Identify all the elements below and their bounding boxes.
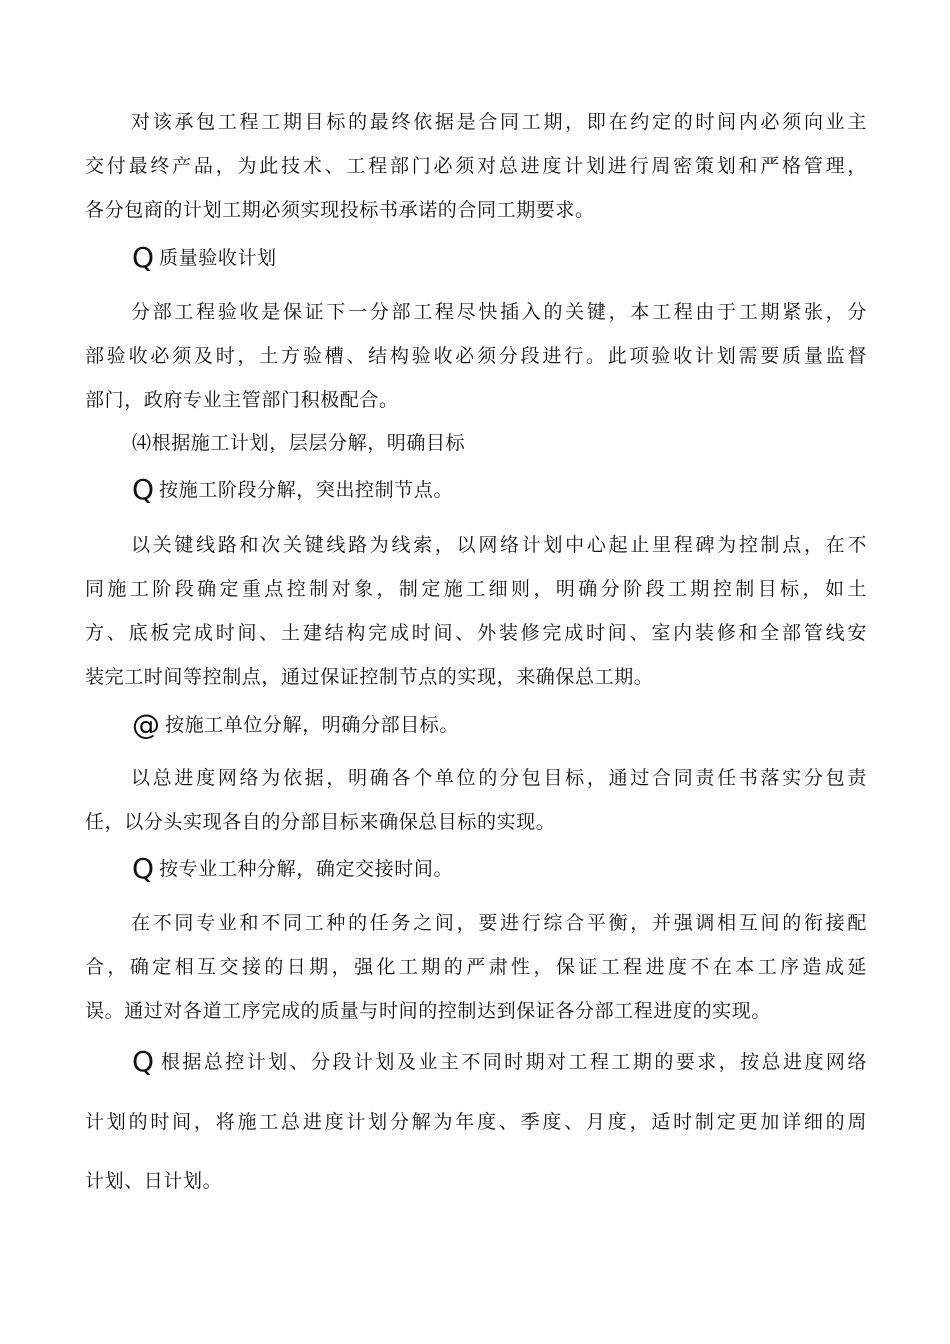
paragraph-5-line-1: 在不同专业和不同工种的任务之间，要进行综合平衡，并强调相互间的衔接配 xyxy=(131,912,867,934)
heading-text: 按专业工种分解，确定交接时间。 xyxy=(159,858,454,880)
paragraph-4-line-1: 以总进度网络为依据，明确各个单位的分包目标，通过合同责任书落实分包责 xyxy=(131,767,867,789)
list-marker: Q xyxy=(132,473,155,506)
heading-text: 质量验收计划 xyxy=(159,247,277,269)
paragraph-5-line-3: 误。通过对各道工序完成的质量与时间的控制达到保证各分部工程进度的实现。 xyxy=(85,1000,772,1022)
heading-text: 按施工阶段分解，突出控制节点。 xyxy=(159,479,454,501)
heading-quality-acceptance xyxy=(132,241,277,274)
paragraph-5-line-2: 合，确定相互交接的日期，强化工期的严肃性，保证工程进度不在本工序造成延 xyxy=(85,956,867,978)
paragraph-6-line-1-text: 根据总控计划、分段计划及业主不同时期对工程工期的要求，按总进度网络 xyxy=(159,1051,867,1073)
list-marker: Q xyxy=(132,241,155,274)
paragraph-3-line-1: 以关键线路和次关键线路为线索，以网络计划中心起止里程碑为控制点，在不 xyxy=(131,534,867,556)
paragraph-2-line-3: 部门，政府专业主管部门积极配合。 xyxy=(85,389,399,411)
paragraph-1-line-1: 对该承包工程工期目标的最终依据是合同工期，即在约定的时间内必须向业主 xyxy=(131,111,867,133)
paragraph-3-line-2: 同施工阶段确定重点控制对象，制定施工细则，明确分阶段工期控制目标，如土 xyxy=(85,578,867,600)
paragraph-1-line-2: 交付最终产品，为此技术、工程部门必须对总进度计划进行周密策划和严格管理， xyxy=(85,155,867,177)
heading-text: 按施工单位分解，明确分部目标。 xyxy=(165,714,460,736)
paragraph-4-line-2: 任，以分头实现各自的分部目标来确保总目标的实现。 xyxy=(85,811,556,833)
heading-by-trade xyxy=(132,852,454,885)
heading-decompose-by-plan: ⑷根据施工计划，层层分解，明确目标 xyxy=(132,432,466,454)
paragraph-6-line-3: 计划、日计划。 xyxy=(85,1170,223,1192)
list-marker: Q xyxy=(132,1045,155,1078)
paragraph-2-line-2: 部验收必须及时，土方验槽、结构验收必须分段进行。此项验收计划需要质量监督 xyxy=(85,345,867,367)
list-marker: @ xyxy=(132,708,160,741)
heading-by-unit xyxy=(132,708,460,741)
paragraph-2-line-1: 分部工程验收是保证下一分部工程尽快插入的关键，本工程由于工期紧张，分 xyxy=(131,301,867,323)
paragraph-1-line-3: 各分包商的计划工期必须实现投标书承诺的合同工期要求。 xyxy=(85,199,595,221)
heading-by-stage xyxy=(132,473,454,506)
list-marker: Q xyxy=(132,852,155,885)
paragraph-3-line-4: 装完工时间等控制点，通过保证控制节点的实现，来确保总工期。 xyxy=(85,666,654,688)
paragraph-6-line-1 xyxy=(132,1045,867,1078)
paragraph-6-line-2: 计划的时间，将施工总进度计划分解为年度、季度、月度，适时制定更加详细的周 xyxy=(85,1111,867,1133)
paragraph-3-line-3: 方、底板完成时间、土建结构完成时间、外装修完成时间、室内装修和全部管线安 xyxy=(85,622,867,644)
